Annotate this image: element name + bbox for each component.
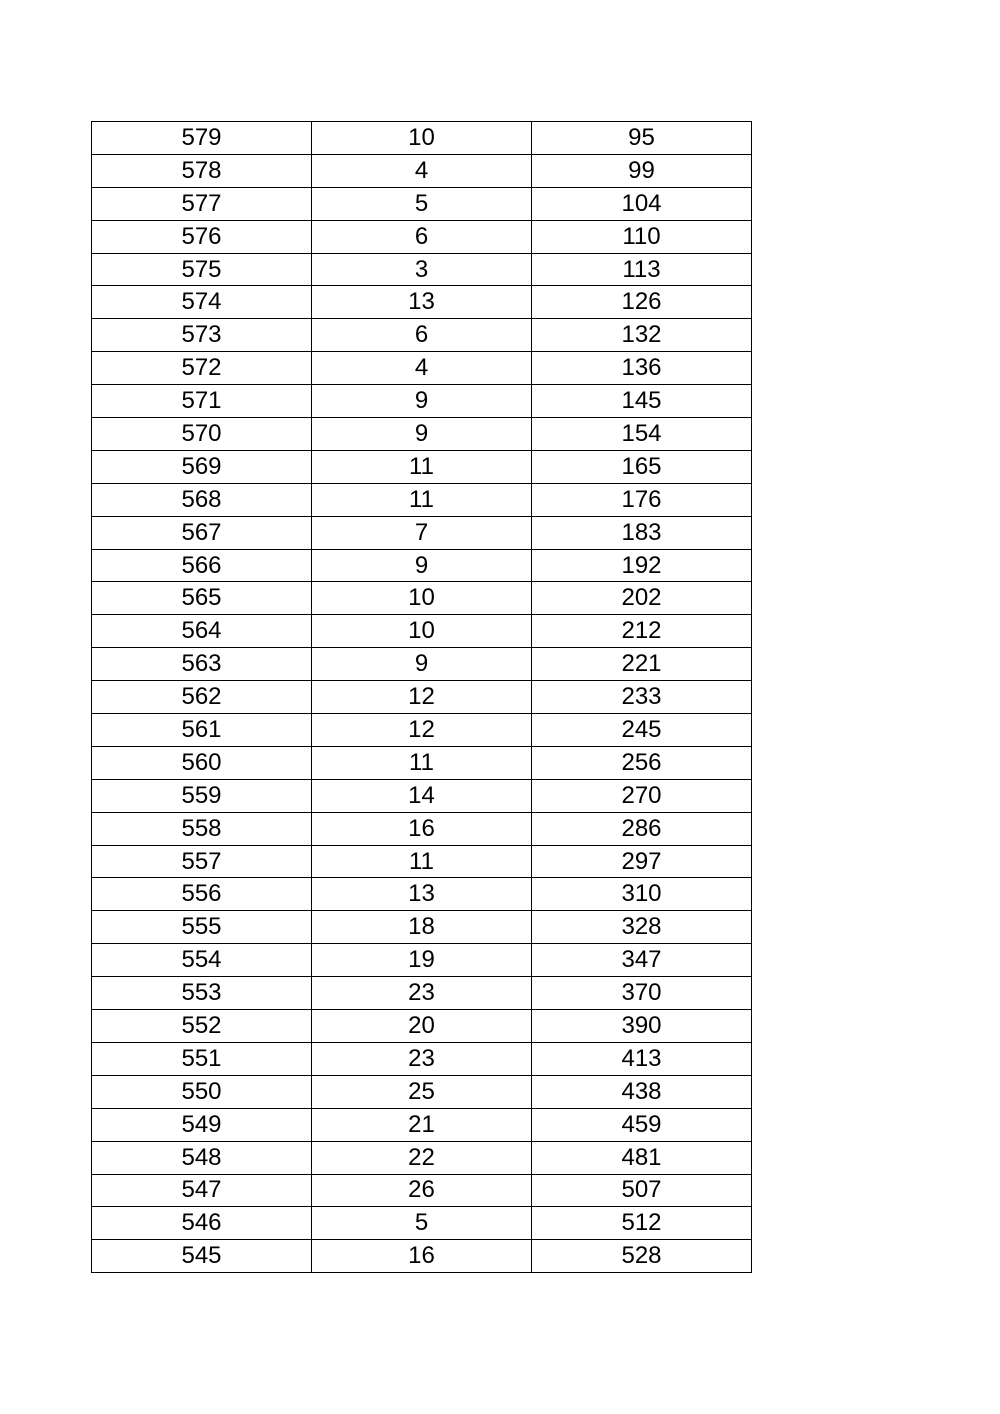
cumulative-cell: 328 <box>532 911 752 944</box>
score-table-body <box>92 122 752 1273</box>
score-cell: 567 <box>92 516 312 549</box>
table-row <box>92 450 752 483</box>
table-row <box>92 1042 752 1075</box>
cumulative-cell: 202 <box>532 582 752 615</box>
table-row <box>92 1207 752 1240</box>
count-cell: 10 <box>312 122 532 155</box>
cumulative-cell: 154 <box>532 418 752 451</box>
cumulative-cell: 413 <box>532 1042 752 1075</box>
count-cell: 11 <box>312 746 532 779</box>
table-row <box>92 944 752 977</box>
cumulative-cell: 126 <box>532 286 752 319</box>
count-cell: 21 <box>312 1108 532 1141</box>
cumulative-cell: 256 <box>532 746 752 779</box>
table-row <box>92 615 752 648</box>
score-cell: 550 <box>92 1075 312 1108</box>
count-cell: 13 <box>312 878 532 911</box>
cumulative-cell: 233 <box>532 681 752 714</box>
count-cell: 12 <box>312 681 532 714</box>
count-cell: 9 <box>312 385 532 418</box>
table-row <box>92 187 752 220</box>
score-cell: 545 <box>92 1240 312 1273</box>
cumulative-cell: 110 <box>532 220 752 253</box>
table-row <box>92 878 752 911</box>
score-cell: 546 <box>92 1207 312 1240</box>
count-cell: 26 <box>312 1174 532 1207</box>
cumulative-cell: 104 <box>532 187 752 220</box>
score-cell: 564 <box>92 615 312 648</box>
score-cell: 563 <box>92 648 312 681</box>
count-cell: 11 <box>312 450 532 483</box>
cumulative-cell: 438 <box>532 1075 752 1108</box>
score-cell: 575 <box>92 253 312 286</box>
cumulative-cell: 507 <box>532 1174 752 1207</box>
table-row <box>92 154 752 187</box>
cumulative-cell: 95 <box>532 122 752 155</box>
count-cell: 5 <box>312 1207 532 1240</box>
table-row <box>92 549 752 582</box>
score-cell: 574 <box>92 286 312 319</box>
score-cell: 570 <box>92 418 312 451</box>
score-table <box>91 121 752 1273</box>
score-cell: 552 <box>92 1010 312 1043</box>
cumulative-cell: 370 <box>532 977 752 1010</box>
score-cell: 561 <box>92 714 312 747</box>
cumulative-cell: 136 <box>532 352 752 385</box>
cumulative-cell: 390 <box>532 1010 752 1043</box>
count-cell: 13 <box>312 286 532 319</box>
table-row <box>92 1010 752 1043</box>
score-cell: 560 <box>92 746 312 779</box>
count-cell: 3 <box>312 253 532 286</box>
count-cell: 22 <box>312 1141 532 1174</box>
count-cell: 10 <box>312 615 532 648</box>
count-cell: 20 <box>312 1010 532 1043</box>
count-cell: 4 <box>312 352 532 385</box>
count-cell: 16 <box>312 1240 532 1273</box>
table-row <box>92 483 752 516</box>
cumulative-cell: 528 <box>532 1240 752 1273</box>
table-row <box>92 286 752 319</box>
count-cell: 18 <box>312 911 532 944</box>
count-cell: 7 <box>312 516 532 549</box>
score-cell: 562 <box>92 681 312 714</box>
score-cell: 553 <box>92 977 312 1010</box>
table-row <box>92 582 752 615</box>
count-cell: 12 <box>312 714 532 747</box>
count-cell: 16 <box>312 812 532 845</box>
score-cell: 551 <box>92 1042 312 1075</box>
count-cell: 11 <box>312 845 532 878</box>
table-row <box>92 911 752 944</box>
score-cell: 555 <box>92 911 312 944</box>
score-cell: 569 <box>92 450 312 483</box>
table-row <box>92 845 752 878</box>
table-row <box>92 385 752 418</box>
table-row <box>92 681 752 714</box>
count-cell: 23 <box>312 1042 532 1075</box>
cumulative-cell: 347 <box>532 944 752 977</box>
cumulative-cell: 310 <box>532 878 752 911</box>
table-row <box>92 418 752 451</box>
count-cell: 14 <box>312 779 532 812</box>
table-row <box>92 1075 752 1108</box>
table-row <box>92 648 752 681</box>
score-cell: 577 <box>92 187 312 220</box>
count-cell: 9 <box>312 418 532 451</box>
score-cell: 549 <box>92 1108 312 1141</box>
cumulative-cell: 297 <box>532 845 752 878</box>
score-cell: 548 <box>92 1141 312 1174</box>
cumulative-cell: 459 <box>532 1108 752 1141</box>
cumulative-cell: 245 <box>532 714 752 747</box>
count-cell: 6 <box>312 220 532 253</box>
count-cell: 23 <box>312 977 532 1010</box>
score-cell: 547 <box>92 1174 312 1207</box>
count-cell: 25 <box>312 1075 532 1108</box>
table-row <box>92 812 752 845</box>
table-row <box>92 253 752 286</box>
cumulative-cell: 183 <box>532 516 752 549</box>
score-cell: 579 <box>92 122 312 155</box>
count-cell: 5 <box>312 187 532 220</box>
cumulative-cell: 132 <box>532 319 752 352</box>
score-cell: 558 <box>92 812 312 845</box>
score-cell: 572 <box>92 352 312 385</box>
count-cell: 11 <box>312 483 532 516</box>
score-cell: 578 <box>92 154 312 187</box>
cumulative-cell: 176 <box>532 483 752 516</box>
table-row <box>92 220 752 253</box>
score-cell: 554 <box>92 944 312 977</box>
cumulative-cell: 286 <box>532 812 752 845</box>
table-row <box>92 319 752 352</box>
cumulative-cell: 512 <box>532 1207 752 1240</box>
table-row <box>92 977 752 1010</box>
table-row <box>92 779 752 812</box>
count-cell: 6 <box>312 319 532 352</box>
table-row <box>92 516 752 549</box>
score-cell: 556 <box>92 878 312 911</box>
count-cell: 9 <box>312 648 532 681</box>
cumulative-cell: 481 <box>532 1141 752 1174</box>
table-row <box>92 1141 752 1174</box>
table-row <box>92 746 752 779</box>
score-cell: 568 <box>92 483 312 516</box>
score-cell: 566 <box>92 549 312 582</box>
cumulative-cell: 192 <box>532 549 752 582</box>
score-cell: 576 <box>92 220 312 253</box>
count-cell: 10 <box>312 582 532 615</box>
cumulative-cell: 212 <box>532 615 752 648</box>
table-row <box>92 1108 752 1141</box>
cumulative-cell: 145 <box>532 385 752 418</box>
cumulative-cell: 113 <box>532 253 752 286</box>
table-row <box>92 1240 752 1273</box>
count-cell: 19 <box>312 944 532 977</box>
count-cell: 4 <box>312 154 532 187</box>
cumulative-cell: 99 <box>532 154 752 187</box>
cumulative-cell: 270 <box>532 779 752 812</box>
score-cell: 565 <box>92 582 312 615</box>
table-row <box>92 1174 752 1207</box>
table-row <box>92 352 752 385</box>
score-cell: 571 <box>92 385 312 418</box>
score-cell: 573 <box>92 319 312 352</box>
table-row <box>92 714 752 747</box>
score-cell: 557 <box>92 845 312 878</box>
cumulative-cell: 221 <box>532 648 752 681</box>
table-row <box>92 122 752 155</box>
cumulative-cell: 165 <box>532 450 752 483</box>
score-cell: 559 <box>92 779 312 812</box>
count-cell: 9 <box>312 549 532 582</box>
